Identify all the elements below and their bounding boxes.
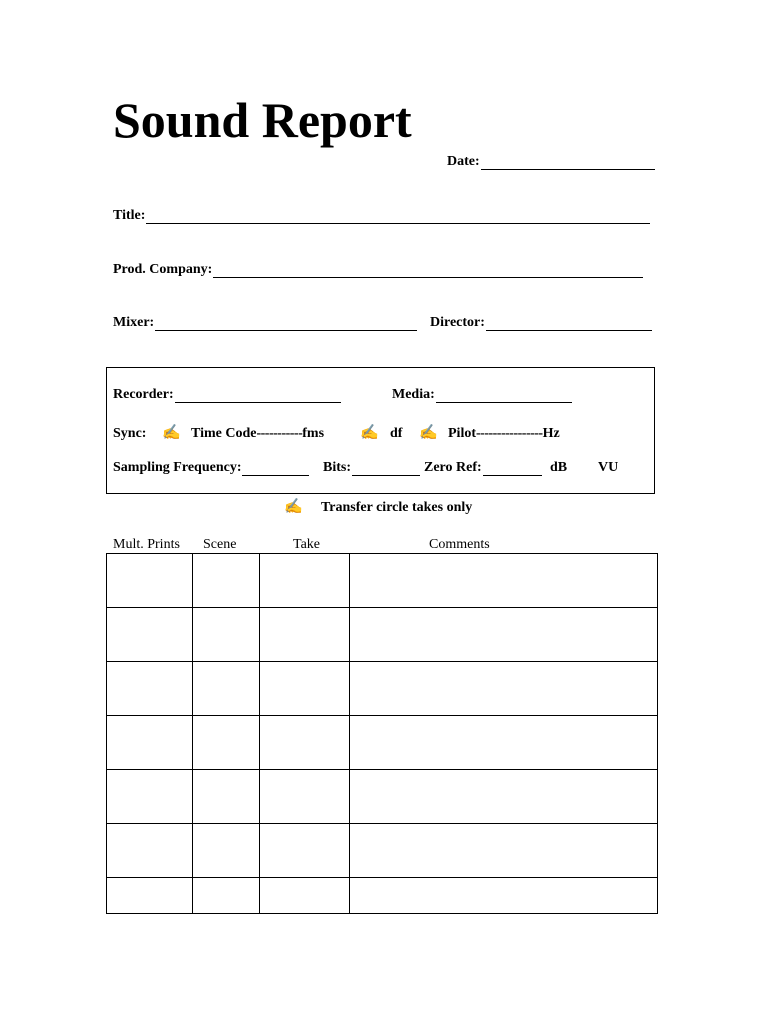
title-label: Title: — [113, 208, 146, 223]
comments-cell[interactable] — [350, 770, 658, 824]
db-field — [550, 460, 567, 476]
table-row — [107, 878, 658, 914]
table-row — [107, 824, 658, 878]
director-input-line[interactable] — [486, 318, 652, 331]
pilot-label: Pilot — [448, 426, 476, 441]
timecode-label: Time Code — [191, 426, 257, 441]
vu-field — [598, 460, 618, 476]
pilot-dashes: ---------------- — [476, 426, 543, 441]
mult-prints-cell[interactable] — [107, 608, 193, 662]
sampling-label: Sampling Frequency: — [113, 460, 242, 475]
takes-table — [106, 553, 658, 914]
zeroref-label: Zero Ref: — [424, 460, 482, 475]
comments-cell[interactable] — [350, 554, 658, 608]
mixer-input-line[interactable] — [155, 318, 417, 331]
take-cell[interactable] — [260, 770, 350, 824]
zeroref-field — [424, 460, 542, 476]
scene-cell[interactable] — [193, 608, 260, 662]
media-input-line[interactable] — [436, 390, 572, 403]
df-label: df — [390, 426, 403, 441]
transfer-note-text: Transfer circle takes only — [321, 500, 473, 515]
column-header-comments: Comments — [429, 537, 490, 552]
prod-company-label: Prod. Company: — [113, 262, 213, 277]
vu-label: VU — [598, 460, 619, 475]
sampling-input-line[interactable] — [242, 463, 309, 476]
date-label: Date: — [447, 154, 480, 169]
title-input-line[interactable] — [146, 211, 650, 224]
sync-label: Sync: — [113, 426, 147, 441]
page-title: Sound Report — [113, 92, 412, 148]
column-header-take: Take — [293, 537, 321, 552]
media-label: Media: — [392, 387, 435, 402]
scene-cell[interactable] — [193, 716, 260, 770]
mult-prints-cell[interactable] — [107, 662, 193, 716]
comments-cell[interactable] — [350, 824, 658, 878]
mixer-label: Mixer: — [113, 315, 155, 330]
mult-prints-cell[interactable] — [107, 770, 193, 824]
date-input-line[interactable] — [481, 157, 655, 170]
scene-cell[interactable] — [193, 662, 260, 716]
comments-cell[interactable] — [350, 878, 658, 914]
comments-cell[interactable] — [350, 716, 658, 770]
comments-cell[interactable] — [350, 662, 658, 716]
mult-prints-cell[interactable] — [107, 716, 193, 770]
mult-prints-cell[interactable] — [107, 554, 193, 608]
bits-field — [323, 460, 420, 476]
director-label: Director: — [430, 315, 485, 330]
zeroref-input-line[interactable] — [483, 463, 542, 476]
prod-company-field — [113, 262, 643, 278]
take-cell[interactable] — [260, 554, 350, 608]
scene-cell[interactable] — [193, 554, 260, 608]
transfer-checkbox-icon[interactable]: ✍ — [284, 499, 303, 515]
column-header-mult-prints: Mult. Prints — [113, 537, 180, 552]
take-cell[interactable] — [260, 824, 350, 878]
pilot-unit: Hz — [542, 426, 560, 441]
table-row — [107, 662, 658, 716]
scene-cell[interactable] — [193, 824, 260, 878]
take-cell[interactable] — [260, 878, 350, 914]
prod-company-input-line[interactable] — [213, 265, 643, 278]
table-row — [107, 554, 658, 608]
pilot-field — [448, 426, 560, 442]
table-row — [107, 716, 658, 770]
comments-cell[interactable] — [350, 608, 658, 662]
db-label: dB — [550, 460, 568, 475]
bits-input-line[interactable] — [352, 463, 420, 476]
director-field — [430, 315, 652, 331]
bits-label: Bits: — [323, 460, 351, 475]
timecode-checkbox-icon[interactable]: ✍ — [162, 425, 181, 441]
sync-label-field — [113, 426, 146, 442]
sampling-field — [113, 460, 309, 476]
timecode-field — [191, 426, 324, 442]
mult-prints-cell[interactable] — [107, 878, 193, 914]
title-field — [113, 208, 650, 224]
df-checkbox-icon[interactable]: ✍ — [360, 425, 379, 441]
media-field — [392, 387, 572, 403]
recorder-label: Recorder: — [113, 387, 174, 402]
transfer-note — [321, 500, 472, 516]
take-cell[interactable] — [260, 716, 350, 770]
mixer-field — [113, 315, 417, 331]
timecode-dashes: ----------- — [256, 426, 303, 441]
take-cell[interactable] — [260, 608, 350, 662]
scene-cell[interactable] — [193, 770, 260, 824]
recorder-input-line[interactable] — [175, 390, 341, 403]
column-header-scene: Scene — [203, 537, 237, 552]
pilot-checkbox-icon[interactable]: ✍ — [419, 425, 438, 441]
mult-prints-cell[interactable] — [107, 824, 193, 878]
df-field — [390, 426, 402, 442]
table-row — [107, 608, 658, 662]
recorder-field — [113, 387, 341, 403]
date-field — [447, 154, 655, 170]
table-row — [107, 770, 658, 824]
scene-cell[interactable] — [193, 878, 260, 914]
take-cell[interactable] — [260, 662, 350, 716]
timecode-unit: fms — [302, 426, 325, 441]
